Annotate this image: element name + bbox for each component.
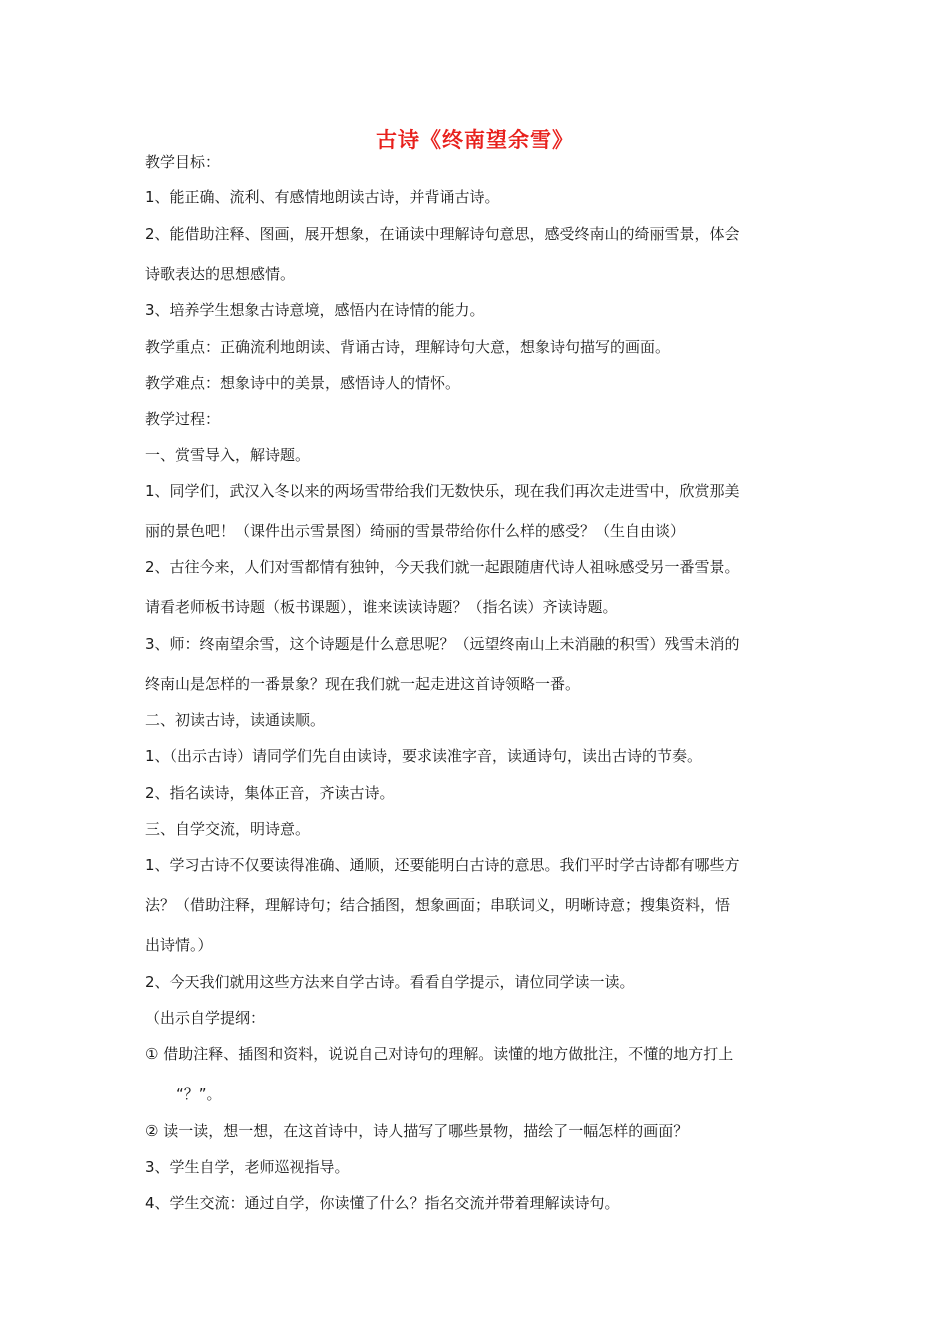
text-line: （出示自学提纲： (145, 1009, 266, 1027)
text-line: 三、自学交流，明诗意。 (145, 820, 311, 838)
text-line: 教学目标： (145, 153, 221, 171)
text-line: ① 借助注释、插图和资料，说说自己对诗句的理解。读懂的地方做批注，不懂的地方打上 (145, 1045, 734, 1063)
text-line: 终南山是怎样的一番景象？现在我们就一起走进这首诗领略一番。 (145, 675, 581, 693)
text-line: 诗歌表达的思想感情。 (145, 265, 296, 283)
text-line: 教学难点：想象诗中的美景，感悟诗人的情怀。 (145, 374, 461, 392)
text-line: 请看老师板书诗题（板书课题），谁来读读诗题？（指名读）齐读诗题。 (145, 598, 618, 616)
text-line: 1、（出示古诗）请同学们先自由读诗，要求读准字音，读通诗句，读出古诗的节奏。 (145, 747, 703, 765)
text-line: 1、同学们，武汉入冬以来的两场雪带给我们无数快乐，现在我们再次走进雪中，欣赏那美 (145, 482, 740, 500)
text-line: 3、学生自学，老师巡视指导。 (145, 1158, 350, 1176)
text-line: ② 读一读，想一想，在这首诗中，诗人描写了哪些景物，描绘了一幅怎样的画面？ (145, 1122, 689, 1140)
text-line: 4、学生交流：通过自学，你读懂了什么？指名交流并带着理解读诗句。 (145, 1194, 620, 1212)
text-line: “？”。 (176, 1085, 222, 1103)
text-line: 教学重点：正确流利地朗读、背诵古诗，理解诗句大意，想象诗句描写的画面。 (145, 338, 671, 356)
text-line: 教学过程： (145, 410, 221, 428)
text-line: 3、培养学生想象古诗意境，感悟内在诗情的能力。 (145, 301, 485, 319)
document-title: 古诗《终南望余雪》 (376, 127, 574, 152)
text-line: 二、初读古诗，读通读顺。 (145, 711, 326, 729)
text-line: 2、能借助注释、图画，展开想象，在诵读中理解诗句意思，感受终南山的绮丽雪景，体会 (145, 225, 740, 243)
text-line: 法？（借助注释，理解诗句；结合插图，想象画面；串联词义，明晰诗意；搜集资料，悟 (145, 896, 731, 914)
text-line: 丽的景色吧！（课件出示雪景图）绮丽的雪景带给你什么样的感受？（生自由谈） (145, 522, 686, 540)
text-line: 1、学习古诗不仅要读得准确、通顺，还要能明白古诗的意思。我们平时学古诗都有哪些方 (145, 856, 740, 874)
text-line: 2、今天我们就用这些方法来自学古诗。看看自学提示，请位同学读一读。 (145, 973, 635, 991)
text-line: 1、能正确、流利、有感情地朗读古诗，并背诵古诗。 (145, 188, 500, 206)
text-line: 一、赏雪导入，解诗题。 (145, 446, 311, 464)
text-line: 2、指名读诗，集体正音，齐读古诗。 (145, 784, 395, 802)
text-line: 2、古往今来，人们对雪都情有独钟，今天我们就一起跟随唐代诗人祖咏感受另一番雪景。 (145, 558, 740, 576)
text-line: 3、师：终南望余雪，这个诗题是什么意思呢？（远望终南山上未消融的积雪）残雪未消的 (145, 635, 740, 653)
text-line: 出诗情。） (145, 936, 213, 954)
